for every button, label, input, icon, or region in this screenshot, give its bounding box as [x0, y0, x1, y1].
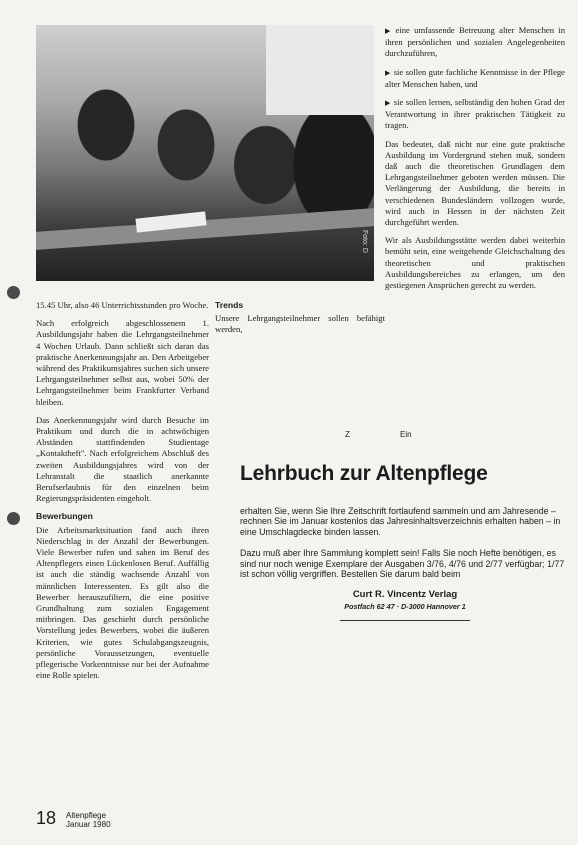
photo-credit: Foto: D	[361, 230, 368, 253]
ad-address: Postfach 62 47 · D-3000 Hannover 1	[344, 601, 466, 611]
left-paragraph-1: 15.45 Uhr, also 46 Unterrichtsstunden pro Woche.	[36, 300, 209, 310]
magazine-issue: Januar 1980	[66, 820, 111, 829]
punch-hole-top	[7, 286, 20, 299]
bullet-item-1: ▶ eine umfassende Betreuung alter Menschen in ihren persönlichen und sozialen Angelegenheiten durchzuführen,	[385, 25, 565, 60]
section-heading-bewerbungen: Bewerbungen	[36, 511, 93, 522]
advertisement	[240, 430, 570, 621]
right-paragraph-1: Das bedeutet, daß nicht nur eine gute praktische Ausbildung im Vordergrund stehen muß, sondern daß auch die theoretischen Grundlagen dem Lehrgangsteilnehmer geboten werden müssen. Die Verlängerung der Ausbildung, die bereits in verschiedenen Bundesländern vollzogen wurde, wird auch in Hessen in der nächsten Zeit durchgeführt werden.	[385, 138, 565, 228]
ad-paragraph-1: erhalten Sie, wenn Sie Ihre Zeitschrift fortlaufend sammeln und am Jahresende – rechnen Sie im Januar kostenlos das Jahresinhaltsverzeichnis erhalten haben – in eine Umschlagdecke binden lassen.	[240, 506, 561, 537]
ad-title: Lehrbuch zur Altenpflege	[240, 462, 488, 485]
page-footer	[36, 808, 111, 829]
ad-publisher: Curt R. Vincentz Verlag	[352, 589, 458, 601]
ad-mark-2: Ein	[400, 430, 412, 439]
ad-mark-1: Z	[345, 430, 350, 439]
left-paragraph-3: Das Anerkennungsjahr wird durch Besuche im Praktikum und durch die in achtwöchigen Abständen stattfindenden Studientage „Kontaktheft". Nach erfolgreichem Abschluß des zweiten Ausbildungsjahres wird von der Lehranstalt die staatlich anerkannte Berufserlaubnis für den einzelnen beim Regierungspräsidenten eingeholt.	[36, 414, 209, 504]
magazine-name: Altenpflege	[66, 811, 107, 820]
ad-paragraph-2: Dazu muß aber Ihre Sammlung komplett sein! Falls Sie noch Hefte benötigen, es sind nur noch wenige Exemplare der Ausgaben 3/76, 4/76 und 2/77 verfügbar; 1/77 ist schon völlig vergriffen. Bestellen Sie darum bald beim	[240, 548, 565, 580]
magazine-info	[66, 811, 110, 829]
bullet-item-3: ▶ sie sollen lernen, selbständig den hohen Grad der Verantwortung in ihrer praktischen Tätigkeit zu tragen.	[385, 97, 565, 132]
punch-hole-bottom	[7, 512, 20, 525]
ad-marks	[240, 430, 570, 444]
photo-window	[266, 25, 374, 115]
mid-paragraph-1: Unsere Lehrgangsteilnehmer sollen befähigt werden,	[215, 313, 385, 335]
classroom-photo	[36, 25, 374, 281]
ad-rule	[340, 620, 470, 621]
left-column	[36, 300, 209, 689]
right-paragraph-2: Wir als Ausbildungsstätte werden dabei weiterhin bemüht sein, eine weitgehende Gleichschaltung des theoretischen und praktischen Ausbildungsbereiches zu erlangen, um den gestiegenen Ansprüchen gerecht zu werden.	[385, 235, 565, 291]
left-paragraph-2: Nach erfolgreich abgeschlossenem 1. Ausbildungsjahr haben die Lehrgangsteilnehmer 4 Wochen Urlaub. Dann schließt sich daran das praktische Anerkennungsjahr an. Den Arbeitgeber während des Praktikumsjahres suchen sich unsere Lehrgangsteilnehmer selbst aus, wobei 50% der Lehrgangsteilnehmer beim Frankfurter Verband bleiben.	[36, 318, 209, 407]
page-number: 18	[36, 808, 57, 828]
left-paragraph-4: Die Arbeitsmarktsituation fand auch ihren Niederschlag in der Anzahl der Bewerbungen. Viele Bewerber rufen und sahen im Beruf des Altenpflegers einen Lückenlosen Beruf. Auffällig ist auch die ständig wachsende Anzahl von männlichen Interessenten. Es gilt also die Bewerber herauszufiltern, die eine positive Grundhaltung zum sozialen Engagement mitbringen. Das geschieht durch persönliche Vorstellung jedes Bewerbers, wobei die äußeren Kriterien, wie gutes Schulabgangszeugnis, persönliche Voraussetzungen, eventuelle pflegerische Vorkenntnisse nur bei der Aufnahme eine Rolle spielen.	[36, 524, 209, 681]
middle-column	[215, 300, 385, 343]
section-heading-trends: Trends	[215, 300, 244, 310]
right-column	[385, 25, 565, 298]
bullet-item-2: ▶ sie sollen gute fachliche Kenntnisse in der Pflege alter Menschen haben, und	[385, 67, 565, 90]
